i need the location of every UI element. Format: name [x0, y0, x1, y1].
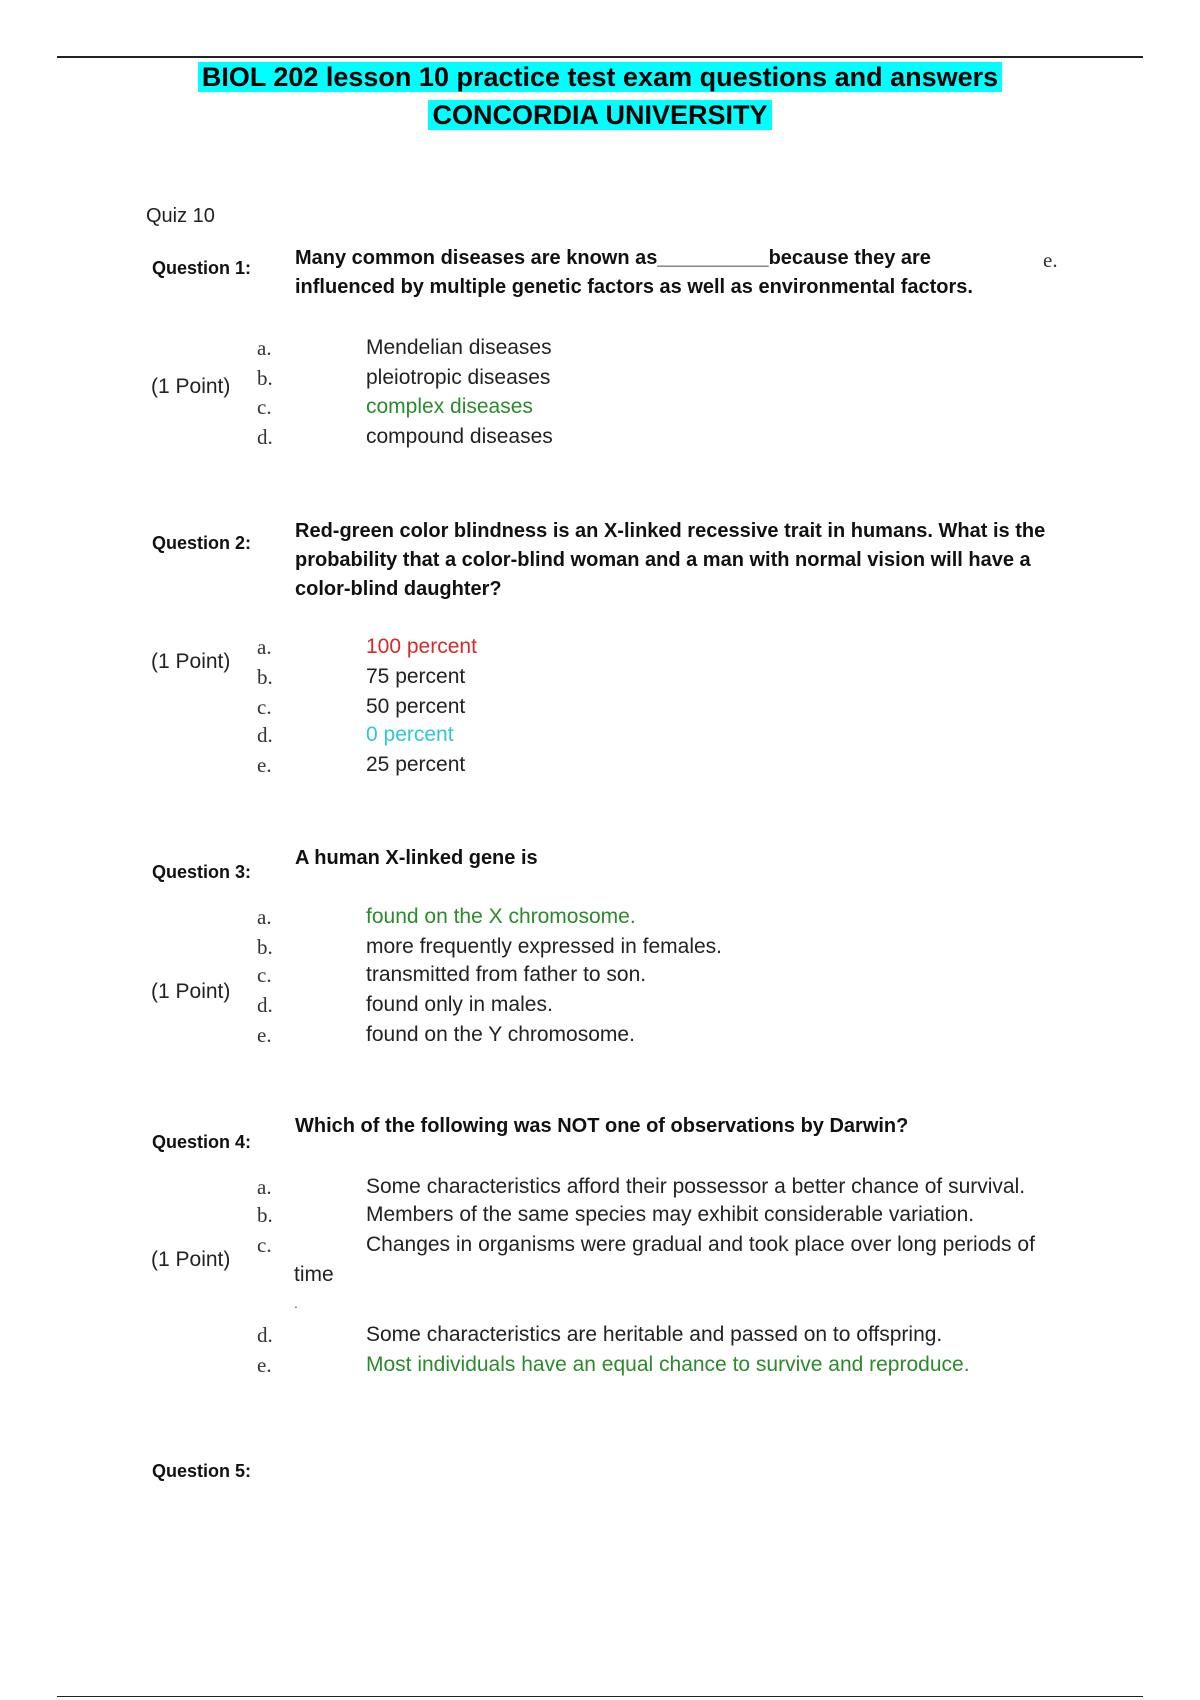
points-label: (1 Point) [151, 1248, 231, 1271]
option-d[interactable]: d. found only in males. [257, 993, 553, 1017]
question-text: Many common diseases are known as__________because they are influenced by multiple genetic factors as well as environmental factors. [295, 247, 973, 298]
question-label: Question 4: [152, 1132, 252, 1152]
question-text: Red-green color blindness is an X-linked recessive trait in humans. What is the probability that a color-blind woman and a man with normal vision will have a color-blind daughter? [295, 520, 1046, 600]
option-c[interactable]: c. transmitted from father to son. [257, 963, 647, 987]
option-a[interactable]: a. Some characteristics afford their possessor a better chance of survival. [257, 1175, 1026, 1199]
option-a[interactable]: a. Mendelian diseases [257, 336, 552, 360]
points-label: (1 Point) [151, 980, 231, 1003]
points-label: (1 Point) [151, 375, 231, 398]
option-d[interactable]: d. compound diseases [257, 425, 553, 449]
option-e[interactable]: e. found on the Y chromosome. [257, 1023, 635, 1047]
option-e-correct[interactable]: e. Most individuals have an equal chance to survive and reproduce. [257, 1353, 970, 1377]
question-label: Question 1: [152, 258, 252, 278]
option-c-trailing-period: . [294, 1295, 298, 1311]
question-text: Which of the following was NOT one of observations by Darwin? [295, 1115, 909, 1137]
question-label: Question 5: [152, 1461, 252, 1481]
option-b[interactable]: b. Members of the same species may exhibit considerable variation. [257, 1203, 975, 1227]
option-d-selected[interactable]: d. 0 percent [257, 723, 454, 747]
bottom-rule [57, 1696, 1143, 1697]
option-d[interactable]: d. Some characteristics are heritable and passed on to offspring. [257, 1323, 943, 1347]
option-c-continuation: time [294, 1263, 334, 1286]
option-a-correct[interactable]: a. found on the X chromosome. [257, 905, 636, 929]
option-e[interactable]: e. 25 percent [257, 753, 466, 777]
option-b[interactable]: b. pleiotropic diseases [257, 366, 551, 390]
option-a-wrong[interactable]: a. 100 percent [257, 635, 477, 659]
option-b[interactable]: b. more frequently expressed in females. [257, 935, 723, 959]
option-c[interactable]: c. 50 percent [257, 695, 466, 719]
question-text: A human X-linked gene is [295, 847, 538, 869]
points-label: (1 Point) [151, 650, 231, 673]
quiz-label: Quiz 10 [146, 205, 215, 227]
document-subtitle: CONCORDIA UNIVERSITY [0, 96, 1200, 134]
option-b[interactable]: b. 75 percent [257, 665, 466, 689]
question-label: Question 3: [152, 862, 252, 882]
option-c[interactable]: c. Changes in organisms were gradual and took place over long periods of [257, 1233, 1035, 1257]
question-label: Question 2: [152, 533, 252, 553]
document-title: BIOL 202 lesson 10 practice test exam questions and answers [0, 58, 1200, 96]
question-aside-letter: e. [1043, 248, 1058, 272]
option-c-correct[interactable]: c. complex diseases [257, 395, 533, 419]
